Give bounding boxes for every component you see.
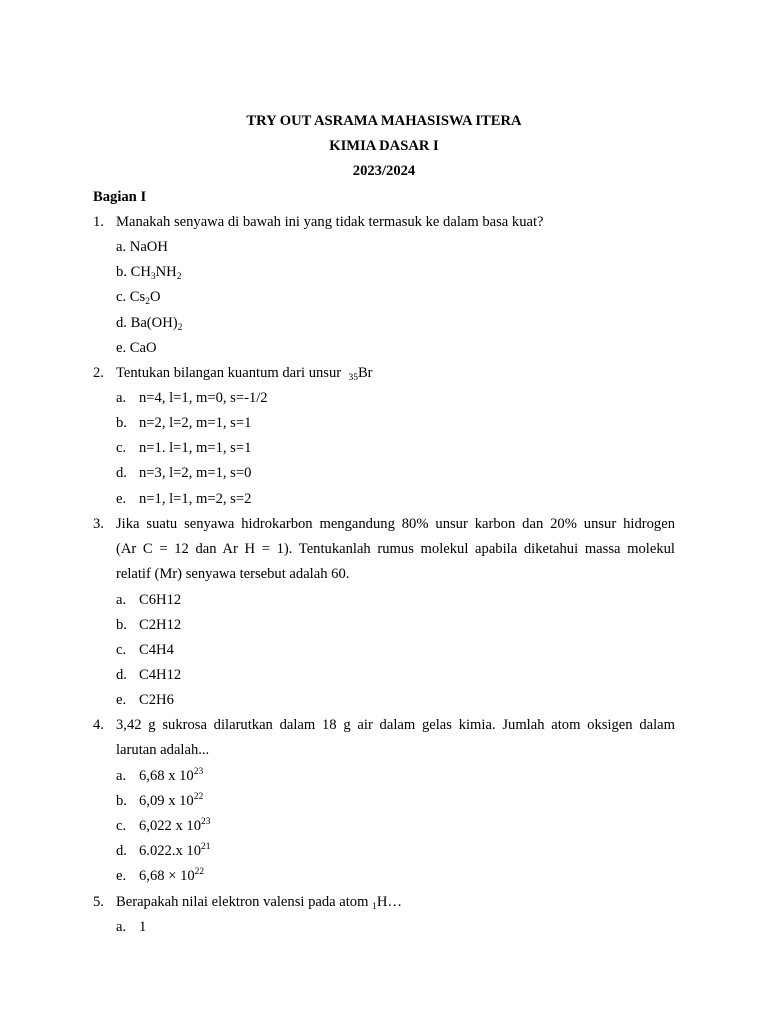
q4-number: 4. <box>93 717 104 733</box>
q2-option-letter: e. <box>116 491 127 507</box>
q5-text: Berapakah nilai elektron valensi pada atom $_1$H… <box>116 894 402 912</box>
q2-option-text: n=4, l=1, m=0, s=-1/2 <box>139 390 268 406</box>
doc-year: 2023/2024 <box>352 163 416 179</box>
q1-option-d: d. $Ba(OH)_2$ <box>116 315 183 333</box>
q2-number: 2. <box>93 365 104 381</box>
q2-option-text: n=1, l=1, m=2, s=2 <box>139 491 252 507</box>
doc-title: TRY OUT ASRAMA MAHASISWA ITERA <box>246 113 522 129</box>
q3-option-text: C4H4 <box>139 642 174 658</box>
q4-option-letter: a. <box>116 768 127 784</box>
q5-option-text: 1 <box>139 919 147 935</box>
q4-option-text: 6,68 x $10^{23}$ <box>139 767 204 784</box>
q3-text-line3: relatif (Mr) senyawa tersebut adalah 60. <box>116 566 350 582</box>
q2-option-letter: c. <box>116 440 127 456</box>
q3-option-text: C2H12 <box>139 617 182 633</box>
q2-option-letter: b. <box>116 415 127 431</box>
q3-option-letter: c. <box>116 642 127 658</box>
q3-number: 3. <box>93 516 104 532</box>
q4-text-line1: 3,42 g sukrosa dilarutkan dalam 18 g air dalam gelas kimia. Jumlah atom oksigen dalam <box>116 717 675 733</box>
q2-option-text: n=1. l=1, m=1, s=1 <box>139 440 252 456</box>
q3-option-letter: d. <box>116 667 127 683</box>
q1-option-a: a. NaOH <box>116 239 168 255</box>
q4-option-text: 6,09 x $10^{22}$ <box>139 792 204 809</box>
q3-option-letter: a. <box>116 592 127 608</box>
q1-option-c: c. $Cs_2O$ <box>116 289 161 307</box>
q4-option-letter: b. <box>116 793 127 809</box>
section-heading: Bagian I <box>93 189 147 205</box>
q1-text: Manakah senyawa di bawah ini yang tidak termasuk ke dalam basa kuat? <box>116 214 544 230</box>
q3-option-text: C6H12 <box>139 592 182 608</box>
q4-option-letter: c. <box>116 818 127 834</box>
q3-option-letter: b. <box>116 617 127 633</box>
q3-option-text: C4H12 <box>139 667 182 683</box>
q4-option-letter: e. <box>116 868 127 884</box>
q3-option-text: C2H6 <box>139 692 174 708</box>
q3-text-line2: (Ar C = 12 dan Ar H = 1). Tentukanlah rumus molekul apabila diketahui massa molekul <box>116 541 675 557</box>
q5-option-letter: a. <box>116 919 127 935</box>
q1-option-b: b. $CH_3NH_2$ <box>116 264 182 282</box>
q5-number: 5. <box>93 894 104 910</box>
q1-option-e: e. CaO <box>116 340 157 356</box>
q1-number: 1. <box>93 214 104 230</box>
q2-option-text: n=3, l=2, m=1, s=0 <box>139 465 252 481</box>
q4-option-text: 6,022 x $10^{23}$ <box>139 817 211 834</box>
q4-option-text: $6,68 \times 10^{22}$ <box>139 867 205 884</box>
q4-text-line2: larutan adalah... <box>116 742 210 758</box>
q2-option-letter: a. <box>116 390 127 406</box>
q2-option-letter: d. <box>116 465 127 481</box>
q4-option-letter: d. <box>116 843 127 859</box>
q3-text-line1: Jika suatu senyawa hidrokarbon mengandung 80% unsur karbon dan 20% unsur hidrogen <box>116 516 675 532</box>
q2-text: Tentukan bilangan kuantum dari unsur $_{35}$Br <box>116 365 373 383</box>
q4-option-text: 6.022.x $10^{21}$ <box>139 842 211 859</box>
q2-option-text: n=2, l=2, m=1, s=1 <box>139 415 252 431</box>
doc-subject: KIMIA DASAR I <box>329 138 439 154</box>
q3-option-letter: e. <box>116 692 127 708</box>
